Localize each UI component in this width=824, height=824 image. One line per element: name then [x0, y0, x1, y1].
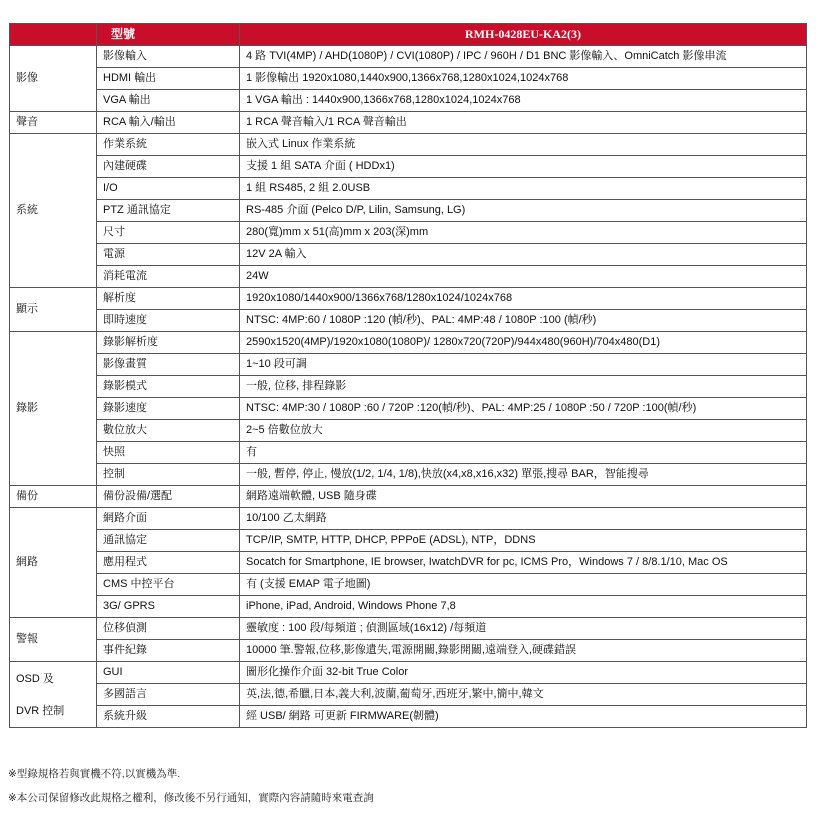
spec-value: 有 (支援 EMAP 電子地圖): [240, 574, 807, 596]
spec-label: 電源: [97, 244, 240, 266]
spec-label: 錄影速度: [97, 398, 240, 420]
category-cell: 系統: [10, 134, 97, 288]
spec-label: 影像輸入: [97, 46, 240, 68]
spec-value: 2~5 倍數位放大: [240, 420, 807, 442]
table-row: [10, 244, 807, 266]
table-row: [10, 398, 807, 420]
table-row: [10, 156, 807, 178]
spec-label: 尺寸: [97, 222, 240, 244]
table-row: [10, 574, 807, 596]
spec-value: 英,法,德,希臘,日本,義大利,波蘭,葡萄牙,西班牙,繁中,簡中,韓文: [240, 684, 807, 706]
spec-value: NTSC: 4MP:30 / 1080P :60 / 720P :120(幀/秒)、PAL: 4MP:25 / 1080P :50 / 720P :100(幀/秒): [240, 398, 807, 420]
table-row: [10, 68, 807, 90]
spec-value: 280(寬)mm x 51(高)mm x 203(深)mm: [240, 222, 807, 244]
spec-label: GUI: [97, 662, 240, 684]
spec-label: 解析度: [97, 288, 240, 310]
spec-value: 1 組 RS485, 2 組 2.0USB: [240, 178, 807, 200]
table-row: [10, 552, 807, 574]
category-line-2: DVR 控制: [16, 704, 65, 717]
table-row: [10, 200, 807, 222]
spec-label: 控制: [97, 464, 240, 486]
table-header-row: [10, 24, 807, 46]
spec-label: 3G/ GPRS: [97, 596, 240, 618]
category-cell: 備份: [10, 486, 97, 508]
header-label: 型號: [97, 24, 240, 46]
table-row: [10, 288, 807, 310]
spec-label: 應用程式: [97, 552, 240, 574]
table-row: [10, 178, 807, 200]
spec-value: 經 USB/ 網路 可更新 FIRMWARE(韌體): [240, 706, 807, 728]
table-row: [10, 134, 807, 156]
header-empty-cell: [10, 24, 97, 46]
spec-label: I/O: [97, 178, 240, 200]
spec-value: Socatch for Smartphone, IE browser, IwatchDVR for pc, ICMS Pro，Windows 7 / 8/8.1/10, Mac OS: [240, 552, 807, 574]
spec-value: 1~10 段可調: [240, 354, 807, 376]
spec-value: 網路遠端軟體, USB 隨身碟: [240, 486, 807, 508]
footnote-1: ※型錄規格若與實機不符,以實機為準.: [8, 768, 181, 780]
spec-value: 4 路 TVI(4MP) / AHD(1080P) / CVI(1080P) / IPC / 960H / D1 BNC 影像輸入、OmniCatch 影像串流: [240, 46, 807, 68]
header-model: RMH-0428EU-KA2(3): [240, 24, 807, 46]
spec-label: 系統升級: [97, 706, 240, 728]
spec-label: 錄影解析度: [97, 332, 240, 354]
spec-label: 事件紀錄: [97, 640, 240, 662]
spec-value: 12V 2A 輸入: [240, 244, 807, 266]
spec-value: TCP/IP, SMTP, HTTP, DHCP, PPPoE (ADSL), NTP，DDNS: [240, 530, 807, 552]
table-row: [10, 376, 807, 398]
spec-value: 1 影像輸出 1920x1080,1440x900,1366x768,1280x1024,1024x768: [240, 68, 807, 90]
spec-label: 即時速度: [97, 310, 240, 332]
table-row: [10, 618, 807, 640]
spec-label: 影像畫質: [97, 354, 240, 376]
spec-value: RS-485 介面 (Pelco D/P, Lilin, Samsung, LG): [240, 200, 807, 222]
category-cell: 錄影: [10, 332, 97, 486]
table-row: [10, 222, 807, 244]
spec-label: 內建硬碟: [97, 156, 240, 178]
spec-label: RCA 輸入/輸出: [97, 112, 240, 134]
spec-label: CMS 中控平台: [97, 574, 240, 596]
table-row: [10, 596, 807, 618]
table-row: [10, 332, 807, 354]
table-row: [10, 706, 807, 728]
spec-value: 一般, 位移, 排程錄影: [240, 376, 807, 398]
spec-value: 2590x1520(4MP)/1920x1080(1080P)/ 1280x720(720P)/944x480(960H)/704x480(D1): [240, 332, 807, 354]
spec-label: 快照: [97, 442, 240, 464]
footnote-2: ※本公司保留修改此規格之權利，修改後不另行通知，實際內容請隨時來電查詢: [8, 792, 374, 804]
table-row: [10, 662, 807, 684]
spec-label: 通訊協定: [97, 530, 240, 552]
spec-value: 1 VGA 輸出 : 1440x900,1366x768,1280x1024,1024x768: [240, 90, 807, 112]
spec-value: 10/100 乙太網路: [240, 508, 807, 530]
table-row: [10, 486, 807, 508]
spec-value: 1920x1080/1440x900/1366x768/1280x1024/1024x768: [240, 288, 807, 310]
spec-value: 嵌入式 Linux 作業系統: [240, 134, 807, 156]
table-row: [10, 508, 807, 530]
table-row: [10, 266, 807, 288]
category-cell: 影像: [10, 46, 97, 112]
table-row: [10, 464, 807, 486]
spec-label: PTZ 通訊協定: [97, 200, 240, 222]
spec-value: 1 RCA 聲音輸入/1 RCA 聲音輸出: [240, 112, 807, 134]
table-row: [10, 46, 807, 68]
spec-label: 錄影模式: [97, 376, 240, 398]
category-cell: 網路: [10, 508, 97, 618]
spec-body: [10, 46, 807, 728]
category-cell: 警報: [10, 618, 97, 662]
category-line-1: OSD 及: [16, 672, 54, 685]
category-cell: 聲音: [10, 112, 97, 134]
spec-value: iPhone, iPad, Android, Windows Phone 7,8: [240, 596, 807, 618]
spec-value: 有: [240, 442, 807, 464]
spec-label: HDMI 輸出: [97, 68, 240, 90]
spec-label: VGA 輸出: [97, 90, 240, 112]
spec-value: 10000 筆.警報,位移,影像遺失,電源開關,錄影開關,遠端登入,硬碟錯誤: [240, 640, 807, 662]
table-row: [10, 112, 807, 134]
table-row: [10, 354, 807, 376]
table-row: [10, 530, 807, 552]
spec-value: NTSC: 4MP:60 / 1080P :120 (幀/秒)、PAL: 4MP:48 / 1080P :100 (幀/秒): [240, 310, 807, 332]
spec-label: 多國語言: [97, 684, 240, 706]
spec-label: 位移偵測: [97, 618, 240, 640]
spec-value: 一般, 暫停, 停止, 慢放(1/2, 1/4, 1/8),快放(x4,x8,x16,x32) 單張,搜尋 BAR，智能搜尋: [240, 464, 807, 486]
table-row: [10, 684, 807, 706]
table-row: [10, 640, 807, 662]
spec-label: 網路介面: [97, 508, 240, 530]
spec-value: 圖形化操作介面 32-bit True Color: [240, 662, 807, 684]
spec-label: 消耗電流: [97, 266, 240, 288]
spec-value: 24W: [240, 266, 807, 288]
table-row: [10, 310, 807, 332]
spec-value: 靈敏度 : 100 段/每頻道 ; 偵測區域(16x12) /每頻道: [240, 618, 807, 640]
table-row: [10, 90, 807, 112]
spec-label: 作業系統: [97, 134, 240, 156]
spec-label: 備份設備/選配: [97, 486, 240, 508]
table-row: [10, 420, 807, 442]
spec-value: 支援 1 組 SATA 介面 ( HDDx1): [240, 156, 807, 178]
spec-table: [9, 23, 807, 728]
spec-label: 數位放大: [97, 420, 240, 442]
category-cell: 顯示: [10, 288, 97, 332]
table-row: [10, 442, 807, 464]
category-cell: [10, 662, 97, 728]
